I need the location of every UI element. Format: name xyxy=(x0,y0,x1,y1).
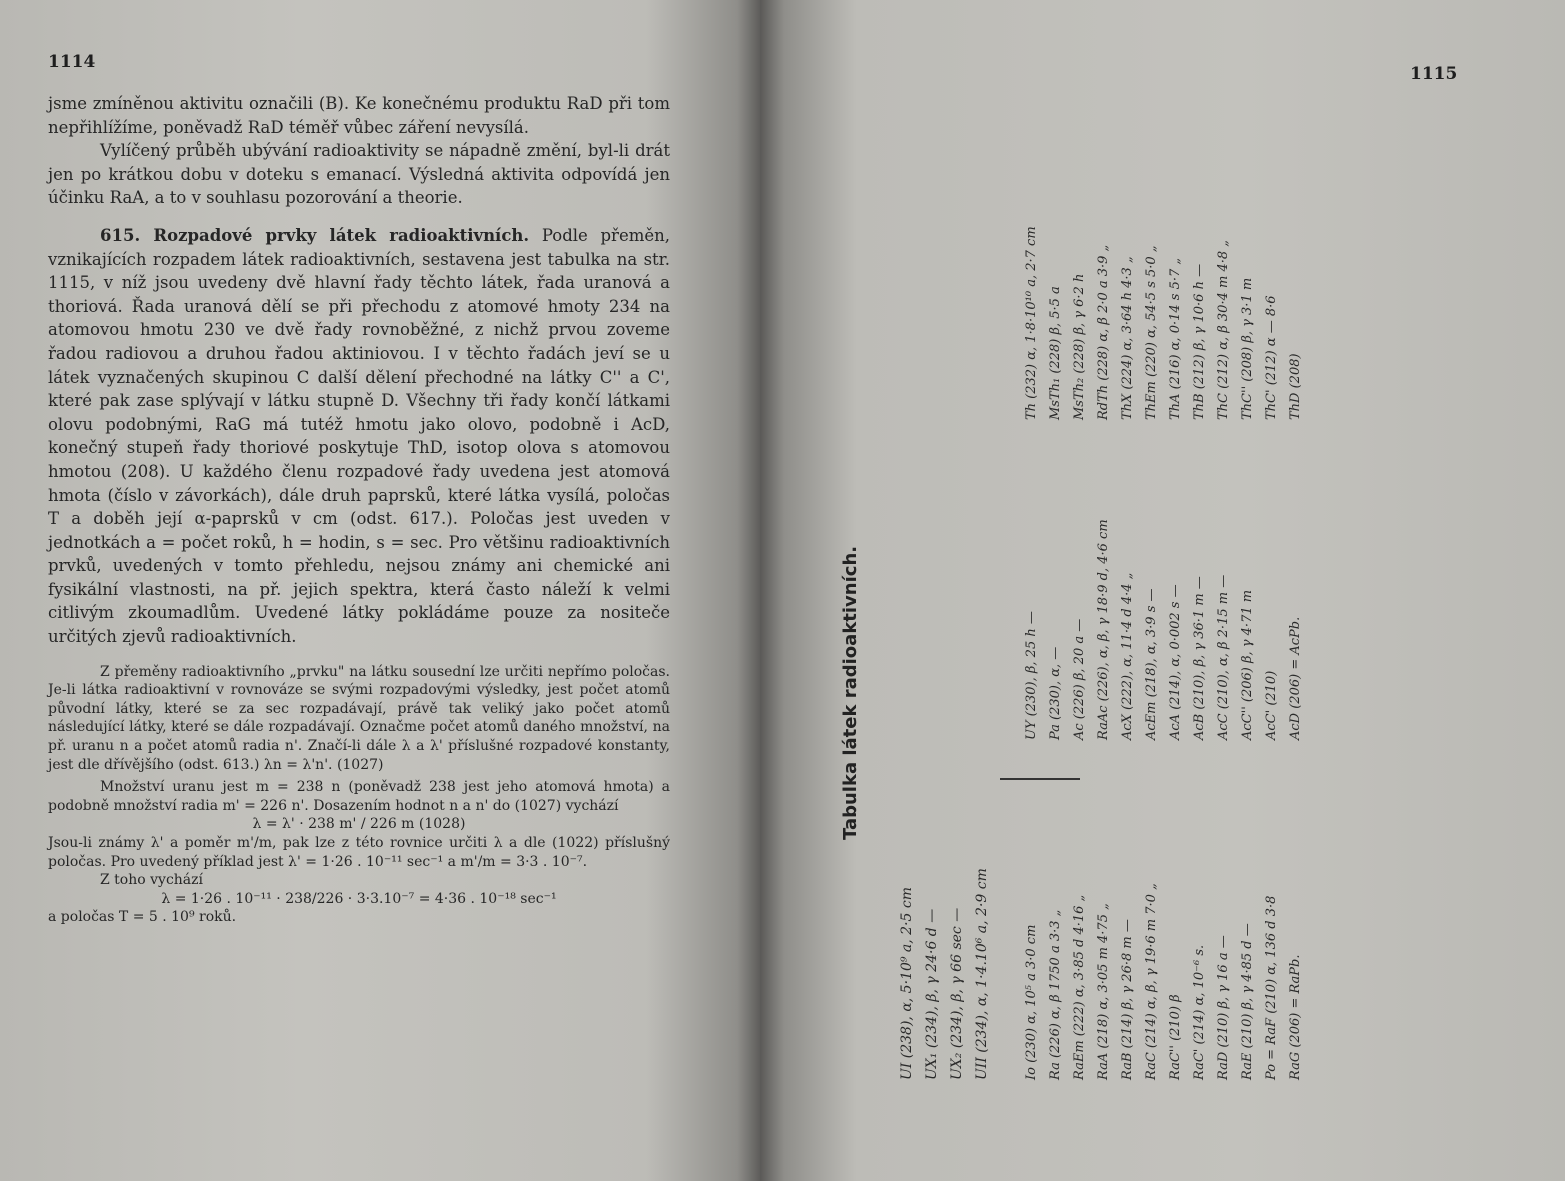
table-row: AcB (210), β, γ 36·1 m — xyxy=(1192,576,1207,740)
table-row: ThB (212) β, γ 10·6 h — xyxy=(1192,263,1207,420)
table-row: Ac (226) β, 20 a — xyxy=(1072,618,1087,740)
table-row: RaE (210) β, γ 4·85 d — xyxy=(1240,923,1255,1080)
table-row: RaD (210) β, γ 16 a — xyxy=(1216,935,1231,1080)
uranium-series xyxy=(895,868,995,1080)
table-row: Pa (230), α, — xyxy=(1048,646,1063,740)
paragraph: Jsou-li známy λ' a poměr m'/m, pak lze z této rovnice určiti λ a dle (1022) příslušný poločas. Pro uvedený příklad jest λ' = 1·26 . 10⁻¹¹ sec⁻¹ a m'/m = 3·3 . 10⁻⁷. xyxy=(48,835,670,870)
table-row: RaB (214) β, γ 26·8 m — xyxy=(1120,919,1135,1080)
table-row: AcC (210), α, β 2·15 m — xyxy=(1216,574,1231,740)
table-row: ThC'' (208) β, γ 3·1 m xyxy=(1240,277,1255,420)
paragraph: Množství uranu jest m = 238 n (poněvadž 238 jest jeho atomová hmota) a podobně množství radia m' = 226 n'. Dosazením hodnot n a n' do (1027) vychází xyxy=(48,779,670,814)
table-row: Io (230) α, 10⁵ a 3·0 cm xyxy=(1024,924,1039,1080)
table-row: RaG (206) = RaPb. xyxy=(1288,954,1303,1080)
table-row: Ra (226) α, β 1750 a 3·3 „ xyxy=(1048,909,1063,1080)
paragraph: Z toho vychází xyxy=(100,872,204,889)
table-row: UX₂ (234), β, γ 66 sec — xyxy=(949,907,965,1080)
equation-lambda: λ = 1·26 . 10⁻¹¹ · 238/226 · 3·3.10⁻⁷ = 4·36 . 10⁻¹⁸ sec⁻¹ xyxy=(161,890,557,907)
table-row: UI (238), α, 5·10⁹ a, 2·5 cm xyxy=(899,887,915,1080)
table-row: Th (232) α, 1·8·10¹⁰ a, 2·7 cm xyxy=(1024,226,1039,420)
table-row: RaEm (222) α, 3·85 d 4·16 „ xyxy=(1072,894,1087,1080)
left-page-text xyxy=(48,92,670,927)
table-row: ThA (216) α, 0·14 s 5·7 „ xyxy=(1168,257,1183,420)
table-row: RaAc (226), α, β, γ 18·9 d, 4·6 cm xyxy=(1096,519,1111,740)
table-row: MsTh₁ (228) β, 5·5 a xyxy=(1048,286,1063,420)
table-row: RaC'' (210) β xyxy=(1168,994,1183,1080)
table-row: ThX (224) α, 3·64 h 4·3 „ xyxy=(1120,256,1135,420)
table-row: ThC' (212) α — 8·6 xyxy=(1264,295,1279,420)
paragraph: Z přeměny radioaktivního „prvku" na látku sousední lze určiti nepřímo poločas. Je-li látka radioaktivní v rovnováze se svými rozpadovými výsledky, jest počet atomů původní látky, které se za sec rozpadávají, právě tak veliký jako počet atomů následující látky, které se dále rozpadávají. Označme počet atomů daného množství, na př. uranu n a počet atomů radia n'. Značí-li dále λ a λ' příslušné rozpadové konstanty, jest dle dřívějšího (odst. 613.) λn = λ'n'. (1027) xyxy=(48,663,670,773)
table-row: AcA (214), α, 0·002 s — xyxy=(1168,584,1183,740)
paragraph: Vylíčený průběh ubývání radioaktivity se nápadně změní, byl-li drát jen po krátkou dobu v doteku s emanací. Výsledná aktivita odpovídá jen účinku RaA, a to v souhlasu pozorování a theorie. xyxy=(48,141,670,208)
left-page-number: 1114 xyxy=(48,52,96,72)
table-row: UII (234), α, 1·4.10⁶ a, 2·9 cm xyxy=(974,868,990,1080)
radium-series xyxy=(1020,883,1308,1080)
table-row: AcEm (218), α, 3·9 s — xyxy=(1144,588,1159,740)
table-row: RdTh (228) α, β 2·0 a 3·9 „ xyxy=(1096,244,1111,420)
actinium-series xyxy=(1020,519,1308,740)
table-row: RaA (218) α, 3·05 m 4·75 „ xyxy=(1096,903,1111,1080)
table-row: MsTh₂ (228) β, γ 6·2 h xyxy=(1072,273,1087,420)
table-row: ThC (212) α, β 30·4 m 4·8 „ xyxy=(1216,240,1231,420)
left-page xyxy=(0,0,760,1181)
table-row: Po = RaF (210) α, 136 d 3·8 xyxy=(1264,895,1279,1080)
paragraph: a poločas T = 5 . 10⁹ roků. xyxy=(48,909,237,926)
right-page-number: 1115 xyxy=(1410,64,1458,84)
table-row: AcC'' (206) β, γ 4·71 m xyxy=(1240,589,1255,740)
table-row: AcC' (210) xyxy=(1264,670,1279,740)
thorium-series xyxy=(1020,226,1308,420)
table-row: AcX (222), α, 11·4 d 4·4 „ xyxy=(1120,572,1135,740)
paragraph: jsme zmíněnou aktivitu označili (B). Ke konečnému produktu RaD při tom nepřihlížíme, poněvadž RaD téměř vůbec záření nevysílá. xyxy=(48,94,670,137)
section-heading: 615. Rozpadové prvky látek radioaktivních. xyxy=(100,225,530,245)
split-brace xyxy=(1000,778,1080,780)
table-title: Tabulka látek radioaktivních. xyxy=(840,545,861,840)
table-row: ThD (208) xyxy=(1288,353,1303,420)
table-row: RaC' (214) α, 10⁻⁶ s. xyxy=(1192,944,1207,1080)
section-body: Podle přeměn, vznikajících rozpadem látek radioaktivních, sestavena jest tabulka na str. 1115, v níž jsou uvedeny dvě hlavní řady těchto látek, řada uranová a thoriová. Řada uranová dělí se při přechodu z atomové hmoty 234 na atomovou hmotu 230 ve dvě řady rovnoběžné, z nichž prvou zoveme řadou radiovou a druhou řadou aktiniovou. I v těchto řadách jeví se u látek vyznačených skupinou C další dělení přechodné na látky C'' a C', které pak zase splývají v látku stupně D. Všechny tři řady končí látkami olovu podobnými, RaG má tutéž hmotu jako olovo, podobně i AcD, konečný stupeň řady thoriové poskytuje ThD, isotop olova s atomovou hmotou (208). U každého členu rozpadové řady uvedena jest atomová hmota (číslo v závorkách), dále druh paprsků, které látka vysílá, poločas T a doběh její α-paprsků v cm (odst. 617.). Poločas jest uveden v jednotkách a = počet roků, h = hodin, s = sec. Pro většinu radioaktivních prvků, uvedených v tomto přehledu, nejsou známy ani chemické ani fysikální vlastnosti, na př. jejich spektra, která často náleží k velmi citlivým zkoumadlům. Uvedené látky pokládáme pouze za nositeče určitých zjevů radioaktivních. xyxy=(48,225,670,647)
table-row: AcD (206) = AcPb. xyxy=(1288,616,1303,740)
table-row: UY (230), β, 25 h — xyxy=(1024,611,1039,740)
table-row: RaC (214) α, β, γ 19·6 m 7·0 „ xyxy=(1144,883,1159,1080)
table-row: ThEm (220) α, 54·5 s 5·0 „ xyxy=(1144,245,1159,420)
rotated-table xyxy=(800,100,1520,1080)
table-row: UX₁ (234), β, γ 24·6 d — xyxy=(924,908,940,1080)
section-615 xyxy=(48,224,670,649)
equation-1028: λ = λ' · 238 m' / 226 m (1028) xyxy=(252,816,466,833)
